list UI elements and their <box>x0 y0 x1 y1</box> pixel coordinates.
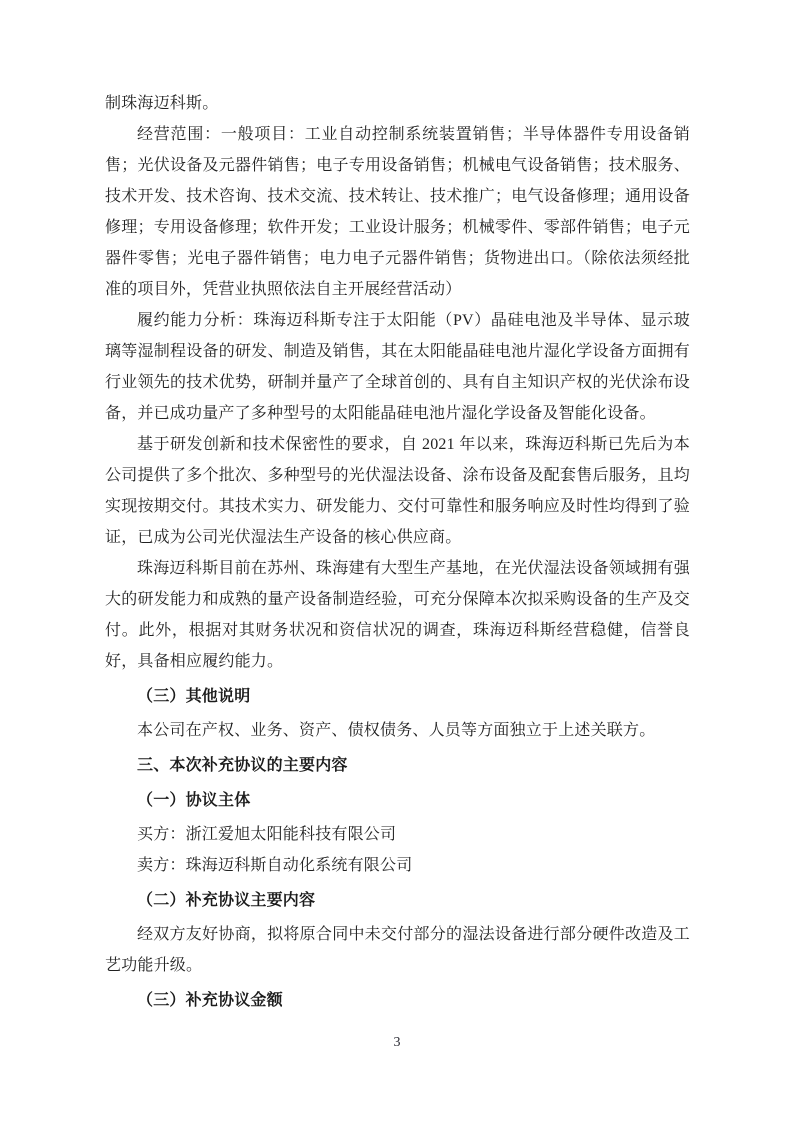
doc-paragraph: 珠海迈科斯目前在苏州、珠海建有大型生产基地，在光伏湿法设备领域拥有强大的研发能力和成熟的量产设备制造经验，可充分保障本次拟采购设备的生产及交付。此外，根据对其财务状况和资信状况的调查，珠海迈科斯经营稳健，信誉良好，具备相应履约能力。 <box>105 560 690 670</box>
doc-paragraph: 本公司在产权、业务、资产、债权债务、人员等方面独立于上述关联方。 <box>137 722 656 739</box>
doc-paragraph: 买方：浙江爱旭太阳能科技有限公司 <box>137 826 397 843</box>
doc-heading: （一）协议主体 <box>137 792 251 809</box>
doc-heading: 三、本次补充协议的主要内容 <box>137 757 348 774</box>
doc-paragraph: 经双方友好协商，拟将原合同中未交付部分的湿法设备进行部分硬件改造及工艺功能升级。 <box>105 926 690 974</box>
page-number: 3 <box>393 1035 401 1050</box>
doc-heading: （三）其他说明 <box>137 688 251 705</box>
doc-paragraph: 履约能力分析：珠海迈科斯专注于太阳能（PV）晶硅电池及半导体、显示玻璃等湿制程设备的研发、制造及销售，其在太阳能晶硅电池片湿化学设备方面拥有行业领先的技术优势，研制并量产了全球首创的、具有自主知识产权的光伏涂布设备，并已成功量产了多种型号的太阳能晶硅电池片湿化学设备及智能化设备。 <box>105 312 690 422</box>
doc-paragraph: 基于研发创新和技术保密性的要求，自 2021 年以来，珠海迈科斯已先后为本公司提供了多个批次、多种型号的光伏湿法设备、涂布设备及配套售后服务，且均实现按期交付。其技术实力、研发能力、交付可靠性和服务响应及时性均得到了验证，已成为公司光伏湿法生产设备的核心供应商。 <box>105 436 690 546</box>
document-body <box>105 88 690 1019</box>
doc-paragraph: 卖方：珠海迈科斯自动化系统有限公司 <box>137 857 413 874</box>
doc-paragraph: 经营范围：一般项目：工业自动控制系统装置销售；半导体器件专用设备销售；光伏设备及元器件销售；电子专用设备销售；机械电气设备销售；技术服务、技术开发、技术咨询、技术交流、技术转让、技术推广；电气设备修理；通用设备修理；专用设备修理；软件开发；工业设计服务；机械零件、零部件销售；电子元器件零售；光电子器件销售；电力电子元器件销售；货物进出口。（除依法须经批准的项目外，凭营业执照依法自主开展经营活动） <box>105 126 690 298</box>
doc-heading: （三）补充协议金额 <box>137 992 283 1009</box>
doc-heading: （二）补充协议主要内容 <box>137 892 316 909</box>
doc-paragraph: 制珠海迈科斯。 <box>105 95 219 112</box>
